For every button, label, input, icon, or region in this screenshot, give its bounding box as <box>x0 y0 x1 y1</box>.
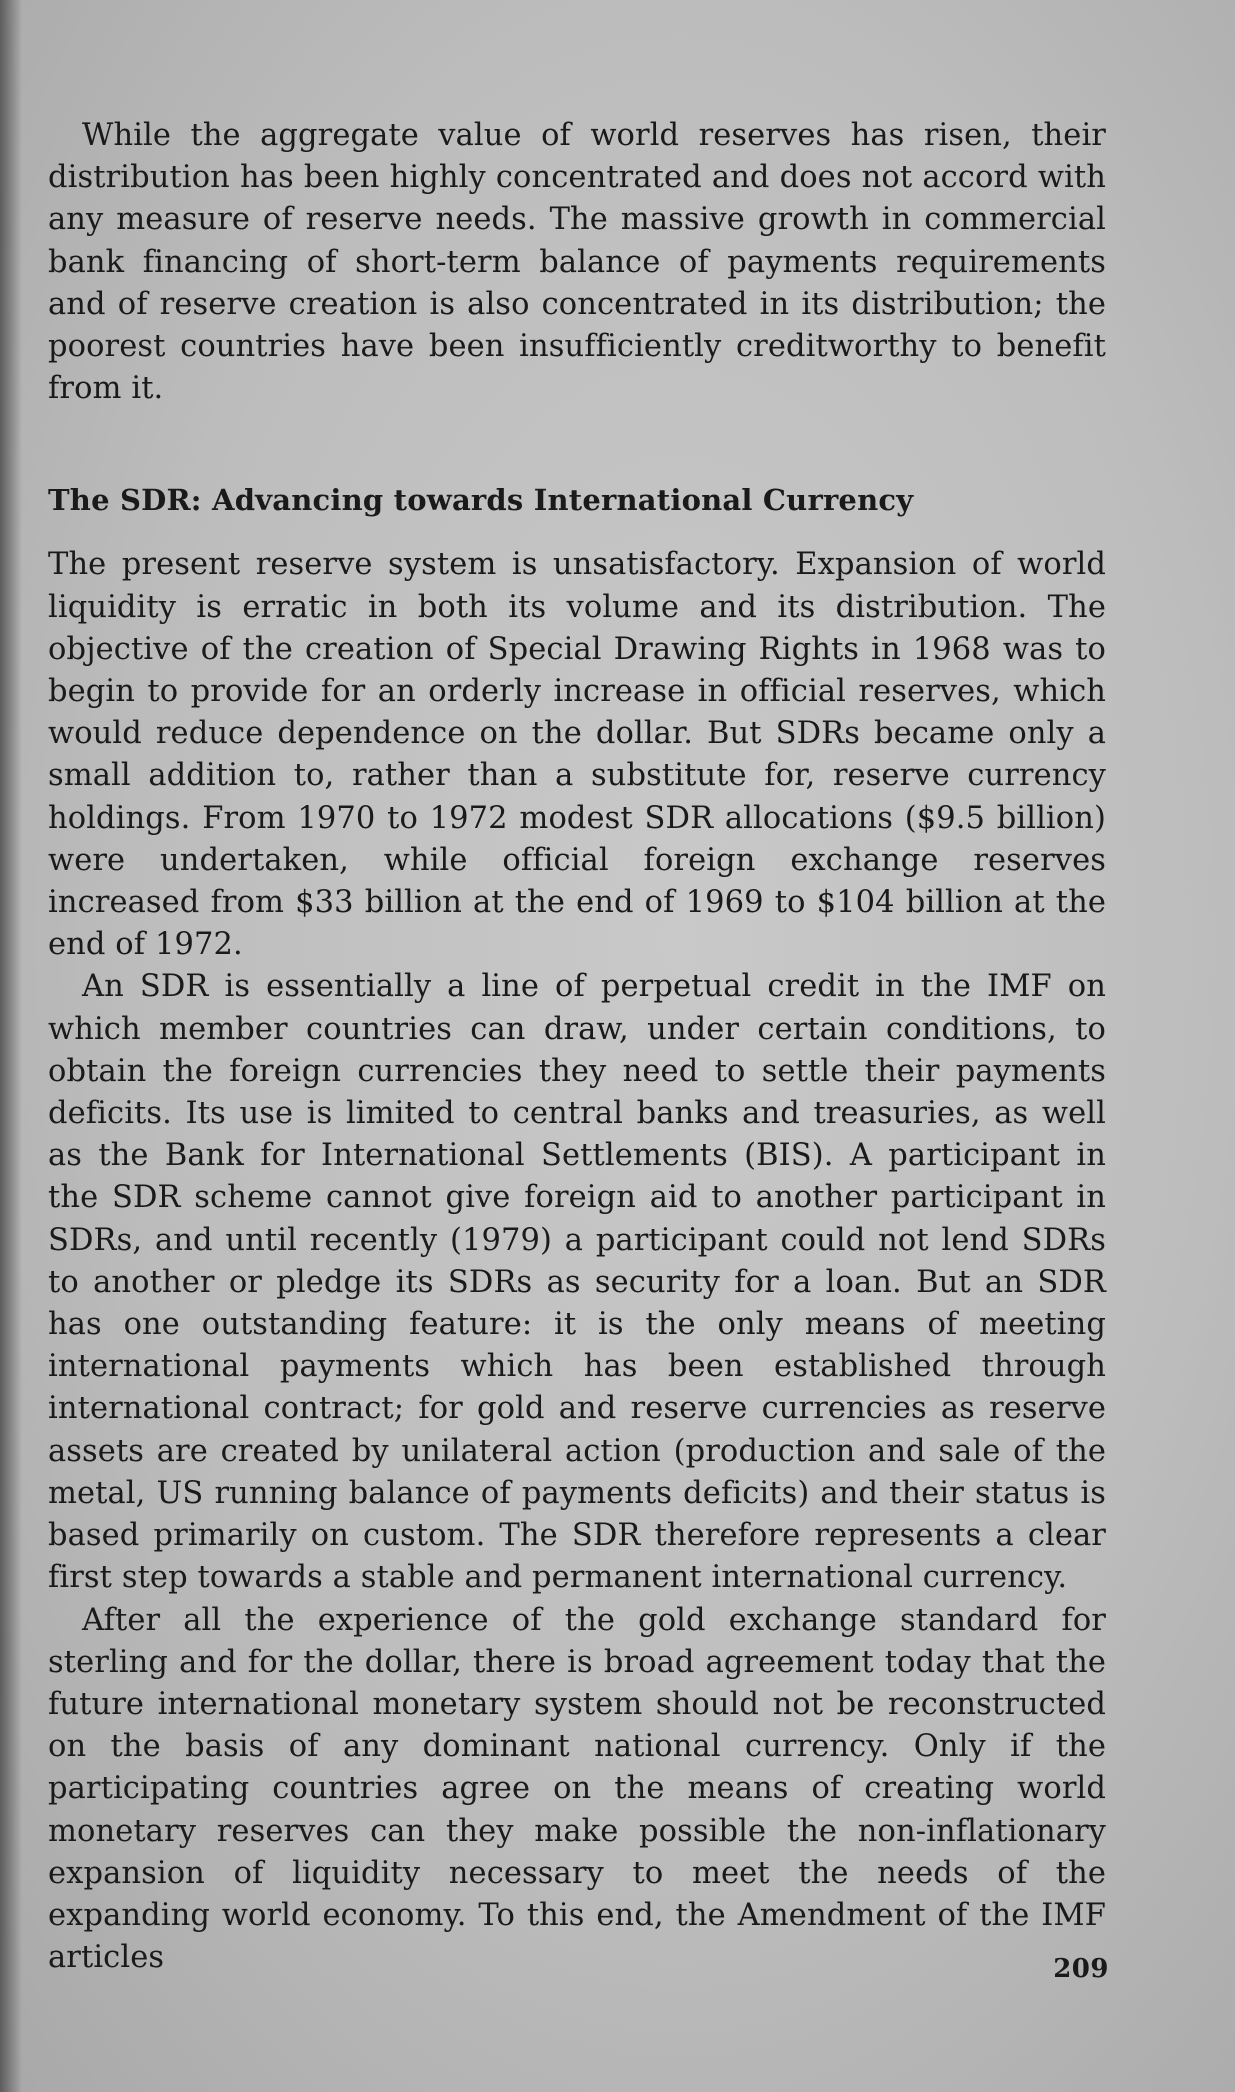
section-paragraph-1: The present reserve system is unsatisfactory. Expansion of world liquidity is erratic in both its volume and its distribution. The objective of the creation of Special Drawing Rights in 1968 was to begin to provide for an orderly increase in official reserves, which would reduce dependence on the dollar. But SDRs became only a small addition to, rather than a substitute for, reserve currency holdings. From 1970 to 1972 modest SDR allocations ($9.5 billion) were undertaken, while official foreign exchange reserves increased from $33 billion at the end of 1969 to $104 billion at the end of 1972. <box>48 547 1106 963</box>
page-edge-shadow <box>0 0 22 2092</box>
intro-paragraph: While the aggregate value of world reserves has risen, their distribution has been highly concentrated and does not accord with any measure of reserve needs. The massive growth in commercial bank financing of short-term balance of payments requirements and of reserve creation is also concentrated in its distribution; the poorest countries have been insufficiently creditworthy to benefit from it. <box>48 118 1106 407</box>
page-body <box>48 115 1106 1979</box>
section-paragraph-2: An SDR is essentially a line of perpetual credit in the IMF on which member countries can draw, under certain conditions, to obtain the foreign currencies they need to settle their payments deficits. Its use is limited to central banks and treasuries, as well as the Bank for International Settlements (BIS). A participant in the SDR scheme cannot give foreign aid to another participant in SDRs, and until recently (1979) a participant could not lend SDRs to another or pledge its SDRs as security for a loan. But an SDR has one outstanding feature: it is the only means of meeting international payments which has been established through international contract; for gold and reserve currencies as reserve assets are created by unilateral action (production and sale of the metal, US running balance of payments deficits) and their status is based primarily on custom. The SDR therefore represents a clear first step towards a stable and permanent international currency. <box>48 969 1106 1596</box>
section-paragraph-3: After all the experience of the gold exchange standard for sterling and for the dollar, there is broad agreement today that the future international monetary system should not be reconstructed on the basis of any dominant national currency. Only if the participating countries agree on the means of creating world monetary reserves can they make possible the non-inflationary expansion of liquidity necessary to meet the needs of the expanding world economy. To this end, the Amendment of the IMF articles <box>48 1602 1106 1976</box>
section-heading: The SDR: Advancing towards International Currency <box>48 483 914 518</box>
page-number: 209 <box>1053 1954 1109 1984</box>
